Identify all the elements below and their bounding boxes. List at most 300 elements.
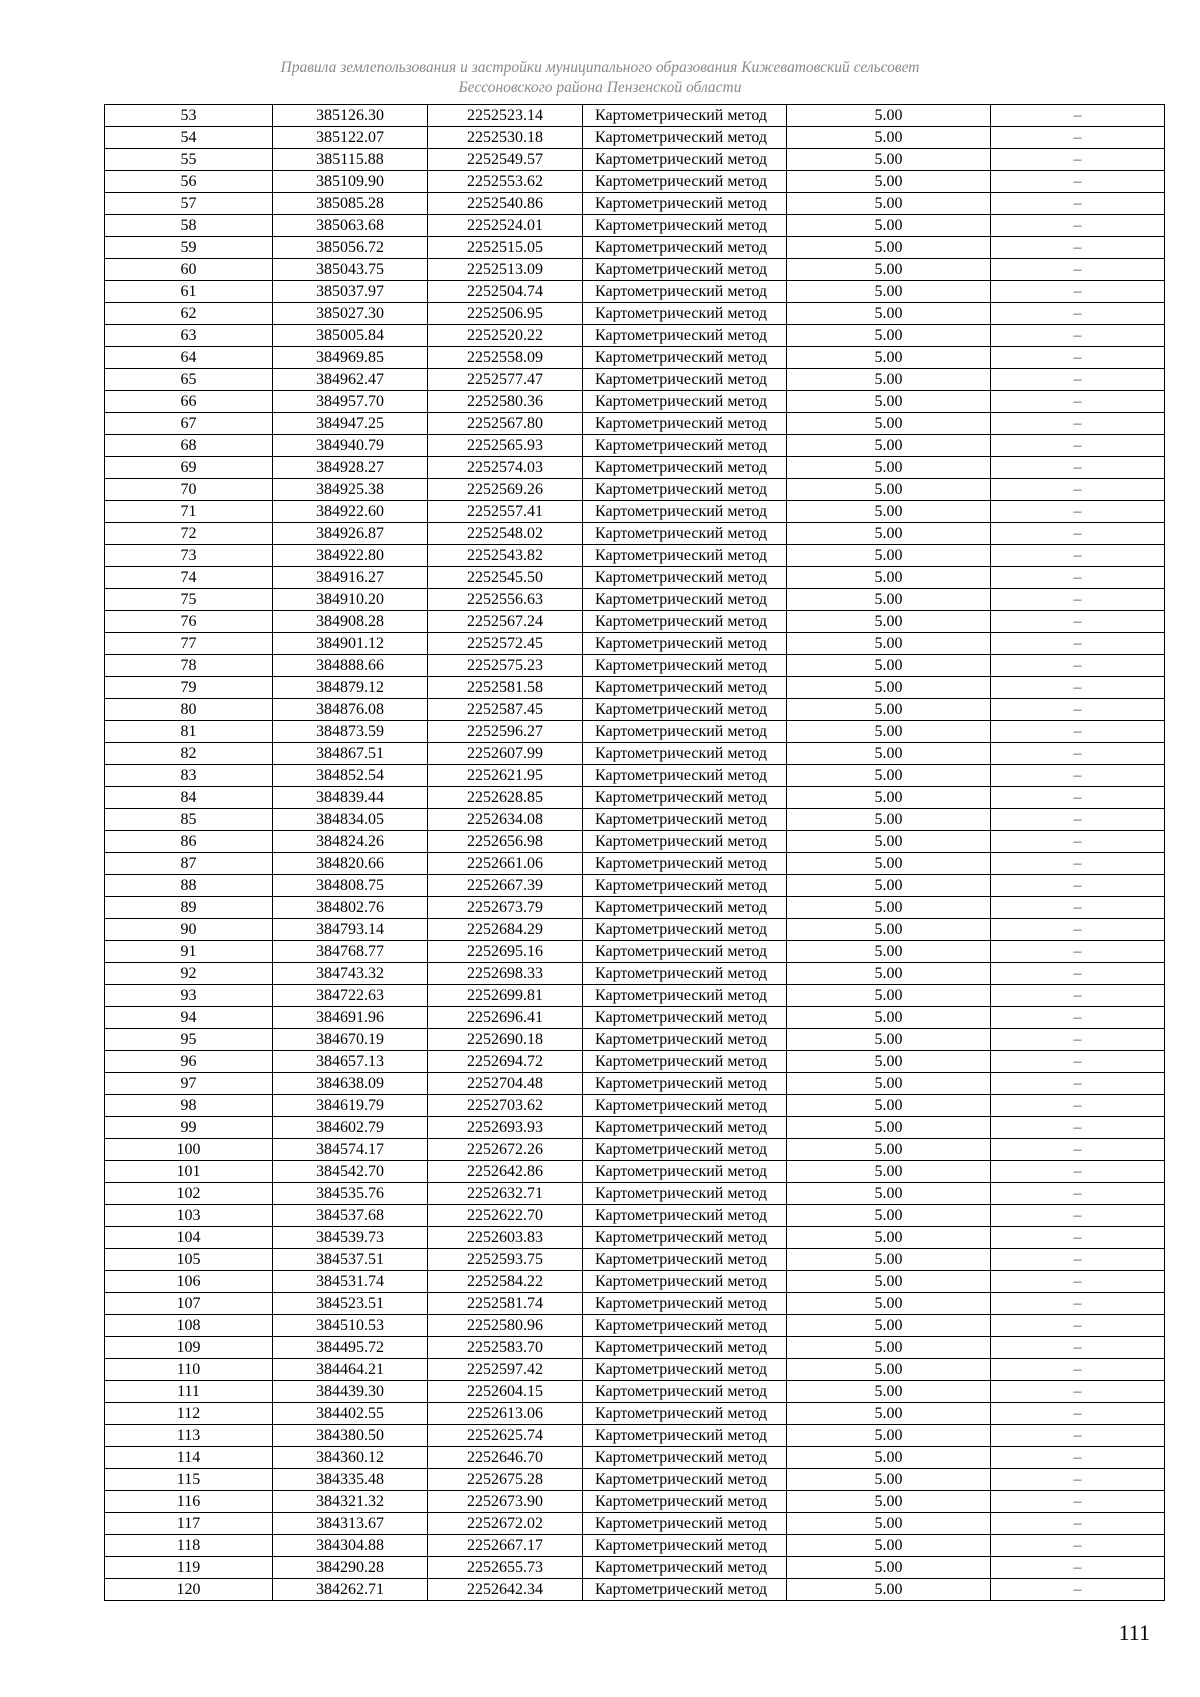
table-row (105, 1359, 1165, 1381)
accuracy-cell: 5.00 (787, 1579, 991, 1601)
method-cell: Картометрический метод (583, 501, 787, 523)
accuracy-cell: 5.00 (787, 721, 991, 743)
y-coordinate-cell: 2252577.47 (428, 369, 583, 391)
accuracy-cell: 5.00 (787, 325, 991, 347)
description-cell: – (991, 303, 1165, 325)
y-coordinate-cell: 2252704.48 (428, 1073, 583, 1095)
point-number-cell: 111 (105, 1381, 273, 1403)
y-coordinate-cell: 2252593.75 (428, 1249, 583, 1271)
accuracy-cell: 5.00 (787, 1337, 991, 1359)
x-coordinate-cell: 384670.19 (273, 1029, 428, 1051)
accuracy-cell: 5.00 (787, 1359, 991, 1381)
method-cell: Картометрический метод (583, 1579, 787, 1601)
y-coordinate-cell: 2252696.41 (428, 1007, 583, 1029)
x-coordinate-cell: 384768.77 (273, 941, 428, 963)
description-cell: – (991, 1095, 1165, 1117)
description-cell: – (991, 1315, 1165, 1337)
description-cell: – (991, 391, 1165, 413)
y-coordinate-cell: 2252580.96 (428, 1315, 583, 1337)
accuracy-cell: 5.00 (787, 589, 991, 611)
point-number-cell: 72 (105, 523, 273, 545)
y-coordinate-cell: 2252673.90 (428, 1491, 583, 1513)
accuracy-cell: 5.00 (787, 567, 991, 589)
description-cell: – (991, 589, 1165, 611)
table-row (105, 1469, 1165, 1491)
x-coordinate-cell: 384820.66 (273, 853, 428, 875)
y-coordinate-cell: 2252693.93 (428, 1117, 583, 1139)
y-coordinate-cell: 2252667.17 (428, 1535, 583, 1557)
description-cell: – (991, 567, 1165, 589)
x-coordinate-cell: 384537.51 (273, 1249, 428, 1271)
point-number-cell: 105 (105, 1249, 273, 1271)
description-cell: – (991, 435, 1165, 457)
x-coordinate-cell: 384873.59 (273, 721, 428, 743)
table-row (105, 215, 1165, 237)
y-coordinate-cell: 2252515.05 (428, 237, 583, 259)
point-number-cell: 58 (105, 215, 273, 237)
description-cell: – (991, 611, 1165, 633)
table-row (105, 523, 1165, 545)
accuracy-cell: 5.00 (787, 1183, 991, 1205)
method-cell: Картометрический метод (583, 1227, 787, 1249)
accuracy-cell: 5.00 (787, 259, 991, 281)
table-row (105, 787, 1165, 809)
x-coordinate-cell: 384922.60 (273, 501, 428, 523)
table-row (105, 1381, 1165, 1403)
y-coordinate-cell: 2252523.14 (428, 105, 583, 127)
table-row (105, 413, 1165, 435)
accuracy-cell: 5.00 (787, 1029, 991, 1051)
table-row (105, 985, 1165, 1007)
x-coordinate-cell: 384510.53 (273, 1315, 428, 1337)
point-number-cell: 68 (105, 435, 273, 457)
table-row (105, 1183, 1165, 1205)
table-row (105, 567, 1165, 589)
point-number-cell: 67 (105, 413, 273, 435)
y-coordinate-cell: 2252675.28 (428, 1469, 583, 1491)
y-coordinate-cell: 2252695.16 (428, 941, 583, 963)
description-cell: – (991, 985, 1165, 1007)
description-cell: – (991, 655, 1165, 677)
table-row (105, 1447, 1165, 1469)
x-coordinate-cell: 384402.55 (273, 1403, 428, 1425)
x-coordinate-cell: 384802.76 (273, 897, 428, 919)
point-number-cell: 102 (105, 1183, 273, 1205)
point-number-cell: 65 (105, 369, 273, 391)
description-cell: – (991, 721, 1165, 743)
table-row (105, 633, 1165, 655)
point-number-cell: 103 (105, 1205, 273, 1227)
method-cell: Картометрический метод (583, 589, 787, 611)
table-row (105, 1161, 1165, 1183)
x-coordinate-cell: 384834.05 (273, 809, 428, 831)
description-cell: – (991, 1051, 1165, 1073)
method-cell: Картометрический метод (583, 281, 787, 303)
table-row (105, 1139, 1165, 1161)
point-number-cell: 76 (105, 611, 273, 633)
description-cell: – (991, 523, 1165, 545)
accuracy-cell: 5.00 (787, 963, 991, 985)
method-cell: Картометрический метод (583, 127, 787, 149)
accuracy-cell: 5.00 (787, 1007, 991, 1029)
x-coordinate-cell: 385085.28 (273, 193, 428, 215)
description-cell: – (991, 545, 1165, 567)
method-cell: Картометрический метод (583, 1447, 787, 1469)
accuracy-cell: 5.00 (787, 369, 991, 391)
point-number-cell: 73 (105, 545, 273, 567)
accuracy-cell: 5.00 (787, 787, 991, 809)
y-coordinate-cell: 2252569.26 (428, 479, 583, 501)
x-coordinate-cell: 384539.73 (273, 1227, 428, 1249)
table-row (105, 391, 1165, 413)
y-coordinate-cell: 2252684.29 (428, 919, 583, 941)
description-cell: – (991, 1029, 1165, 1051)
accuracy-cell: 5.00 (787, 1491, 991, 1513)
table-row (105, 1095, 1165, 1117)
x-coordinate-cell: 384824.26 (273, 831, 428, 853)
point-number-cell: 88 (105, 875, 273, 897)
y-coordinate-cell: 2252553.62 (428, 171, 583, 193)
y-coordinate-cell: 2252545.50 (428, 567, 583, 589)
accuracy-cell: 5.00 (787, 677, 991, 699)
point-number-cell: 59 (105, 237, 273, 259)
y-coordinate-cell: 2252548.02 (428, 523, 583, 545)
x-coordinate-cell: 384574.17 (273, 1139, 428, 1161)
method-cell: Картометрический метод (583, 1513, 787, 1535)
point-number-cell: 99 (105, 1117, 273, 1139)
x-coordinate-cell: 384691.96 (273, 1007, 428, 1029)
x-coordinate-cell: 384793.14 (273, 919, 428, 941)
method-cell: Картометрический метод (583, 1359, 787, 1381)
table-row (105, 347, 1165, 369)
y-coordinate-cell: 2252587.45 (428, 699, 583, 721)
method-cell: Картометрический метод (583, 677, 787, 699)
table-row (105, 1425, 1165, 1447)
point-number-cell: 95 (105, 1029, 273, 1051)
point-number-cell: 84 (105, 787, 273, 809)
x-coordinate-cell: 384535.76 (273, 1183, 428, 1205)
point-number-cell: 56 (105, 171, 273, 193)
x-coordinate-cell: 384290.28 (273, 1557, 428, 1579)
x-coordinate-cell: 384542.70 (273, 1161, 428, 1183)
accuracy-cell: 5.00 (787, 391, 991, 413)
accuracy-cell: 5.00 (787, 1161, 991, 1183)
running-header (0, 58, 1200, 98)
x-coordinate-cell: 384495.72 (273, 1337, 428, 1359)
y-coordinate-cell: 2252667.39 (428, 875, 583, 897)
table-row (105, 1007, 1165, 1029)
y-coordinate-cell: 2252581.58 (428, 677, 583, 699)
description-cell: – (991, 809, 1165, 831)
accuracy-cell: 5.00 (787, 1117, 991, 1139)
y-coordinate-cell: 2252565.93 (428, 435, 583, 457)
point-number-cell: 114 (105, 1447, 273, 1469)
table-row (105, 875, 1165, 897)
point-number-cell: 64 (105, 347, 273, 369)
accuracy-cell: 5.00 (787, 1469, 991, 1491)
table-row (105, 677, 1165, 699)
x-coordinate-cell: 385037.97 (273, 281, 428, 303)
x-coordinate-cell: 385005.84 (273, 325, 428, 347)
point-number-cell: 100 (105, 1139, 273, 1161)
x-coordinate-cell: 384916.27 (273, 567, 428, 589)
x-coordinate-cell: 384321.32 (273, 1491, 428, 1513)
table-row (105, 1337, 1165, 1359)
description-cell: – (991, 1425, 1165, 1447)
y-coordinate-cell: 2252506.95 (428, 303, 583, 325)
description-cell: – (991, 1271, 1165, 1293)
y-coordinate-cell: 2252672.02 (428, 1513, 583, 1535)
method-cell: Картометрический метод (583, 1271, 787, 1293)
accuracy-cell: 5.00 (787, 303, 991, 325)
x-coordinate-cell: 384876.08 (273, 699, 428, 721)
table-row (105, 369, 1165, 391)
method-cell: Картометрический метод (583, 831, 787, 853)
table-row (105, 1513, 1165, 1535)
x-coordinate-cell: 384335.48 (273, 1469, 428, 1491)
x-coordinate-cell: 385122.07 (273, 127, 428, 149)
accuracy-cell: 5.00 (787, 347, 991, 369)
table-row (105, 1117, 1165, 1139)
accuracy-cell: 5.00 (787, 809, 991, 831)
description-cell: – (991, 1205, 1165, 1227)
accuracy-cell: 5.00 (787, 1139, 991, 1161)
table-row (105, 1205, 1165, 1227)
point-number-cell: 71 (105, 501, 273, 523)
description-cell: – (991, 1403, 1165, 1425)
y-coordinate-cell: 2252567.24 (428, 611, 583, 633)
description-cell: – (991, 875, 1165, 897)
table-row (105, 171, 1165, 193)
point-number-cell: 113 (105, 1425, 273, 1447)
x-coordinate-cell: 384262.71 (273, 1579, 428, 1601)
y-coordinate-cell: 2252613.06 (428, 1403, 583, 1425)
x-coordinate-cell: 384969.85 (273, 347, 428, 369)
x-coordinate-cell: 384537.68 (273, 1205, 428, 1227)
description-cell: – (991, 105, 1165, 127)
description-cell: – (991, 897, 1165, 919)
table-row (105, 941, 1165, 963)
y-coordinate-cell: 2252567.80 (428, 413, 583, 435)
table-row (105, 809, 1165, 831)
accuracy-cell: 5.00 (787, 545, 991, 567)
accuracy-cell: 5.00 (787, 523, 991, 545)
method-cell: Картометрический метод (583, 721, 787, 743)
table-row (105, 611, 1165, 633)
table-row (105, 237, 1165, 259)
y-coordinate-cell: 2252540.86 (428, 193, 583, 215)
description-cell: – (991, 171, 1165, 193)
description-cell: – (991, 1579, 1165, 1601)
accuracy-cell: 5.00 (787, 1447, 991, 1469)
method-cell: Картометрический метод (583, 985, 787, 1007)
table-row (105, 1227, 1165, 1249)
table-row (105, 1271, 1165, 1293)
point-number-cell: 81 (105, 721, 273, 743)
method-cell: Картометрический метод (583, 1535, 787, 1557)
accuracy-cell: 5.00 (787, 435, 991, 457)
y-coordinate-cell: 2252672.26 (428, 1139, 583, 1161)
x-coordinate-cell: 384304.88 (273, 1535, 428, 1557)
y-coordinate-cell: 2252621.95 (428, 765, 583, 787)
x-coordinate-cell: 384602.79 (273, 1117, 428, 1139)
description-cell: – (991, 1535, 1165, 1557)
y-coordinate-cell: 2252625.74 (428, 1425, 583, 1447)
accuracy-cell: 5.00 (787, 1557, 991, 1579)
description-cell: – (991, 193, 1165, 215)
point-number-cell: 109 (105, 1337, 273, 1359)
accuracy-cell: 5.00 (787, 1315, 991, 1337)
x-coordinate-cell: 384852.54 (273, 765, 428, 787)
y-coordinate-cell: 2252596.27 (428, 721, 583, 743)
table-row (105, 435, 1165, 457)
point-number-cell: 116 (105, 1491, 273, 1513)
table-row (105, 105, 1165, 127)
method-cell: Картометрический метод (583, 743, 787, 765)
description-cell: – (991, 325, 1165, 347)
description-cell: – (991, 699, 1165, 721)
point-number-cell: 106 (105, 1271, 273, 1293)
method-cell: Картометрический метод (583, 765, 787, 787)
accuracy-cell: 5.00 (787, 1249, 991, 1271)
accuracy-cell: 5.00 (787, 875, 991, 897)
y-coordinate-cell: 2252520.22 (428, 325, 583, 347)
method-cell: Картометрический метод (583, 303, 787, 325)
description-cell: – (991, 1557, 1165, 1579)
y-coordinate-cell: 2252703.62 (428, 1095, 583, 1117)
point-number-cell: 119 (105, 1557, 273, 1579)
point-number-cell: 90 (105, 919, 273, 941)
accuracy-cell: 5.00 (787, 237, 991, 259)
description-cell: – (991, 1139, 1165, 1161)
method-cell: Картометрический метод (583, 479, 787, 501)
point-number-cell: 86 (105, 831, 273, 853)
point-number-cell: 92 (105, 963, 273, 985)
point-number-cell: 63 (105, 325, 273, 347)
x-coordinate-cell: 385109.90 (273, 171, 428, 193)
x-coordinate-cell: 384808.75 (273, 875, 428, 897)
description-cell: – (991, 1227, 1165, 1249)
table-row (105, 1557, 1165, 1579)
table-row (105, 743, 1165, 765)
accuracy-cell: 5.00 (787, 1271, 991, 1293)
method-cell: Картометрический метод (583, 1469, 787, 1491)
description-cell: – (991, 677, 1165, 699)
accuracy-cell: 5.00 (787, 1381, 991, 1403)
page-number: 111 (1118, 1620, 1150, 1645)
point-number-cell: 87 (105, 853, 273, 875)
method-cell: Картометрический метод (583, 1249, 787, 1271)
accuracy-cell: 5.00 (787, 171, 991, 193)
y-coordinate-cell: 2252699.81 (428, 985, 583, 1007)
table-row (105, 457, 1165, 479)
point-number-cell: 79 (105, 677, 273, 699)
method-cell: Картометрический метод (583, 545, 787, 567)
table-row (105, 831, 1165, 853)
point-number-cell: 77 (105, 633, 273, 655)
point-number-cell: 108 (105, 1315, 273, 1337)
method-cell: Картометрический метод (583, 457, 787, 479)
point-number-cell: 53 (105, 105, 273, 127)
description-cell: – (991, 259, 1165, 281)
method-cell: Картометрический метод (583, 523, 787, 545)
table-row (105, 303, 1165, 325)
method-cell: Картометрический метод (583, 655, 787, 677)
x-coordinate-cell: 384839.44 (273, 787, 428, 809)
table-row (105, 1051, 1165, 1073)
point-number-cell: 93 (105, 985, 273, 1007)
description-cell: – (991, 1513, 1165, 1535)
description-cell: – (991, 281, 1165, 303)
y-coordinate-cell: 2252583.70 (428, 1337, 583, 1359)
method-cell: Картометрический метод (583, 1161, 787, 1183)
accuracy-cell: 5.00 (787, 853, 991, 875)
description-cell: – (991, 633, 1165, 655)
y-coordinate-cell: 2252661.06 (428, 853, 583, 875)
point-number-cell: 66 (105, 391, 273, 413)
description-cell: – (991, 1491, 1165, 1513)
description-cell: – (991, 457, 1165, 479)
point-number-cell: 83 (105, 765, 273, 787)
x-coordinate-cell: 384523.51 (273, 1293, 428, 1315)
table-row (105, 699, 1165, 721)
description-cell: – (991, 479, 1165, 501)
accuracy-cell: 5.00 (787, 919, 991, 941)
table-row (105, 963, 1165, 985)
point-number-cell: 61 (105, 281, 273, 303)
method-cell: Картометрический метод (583, 853, 787, 875)
x-coordinate-cell: 385027.30 (273, 303, 428, 325)
y-coordinate-cell: 2252655.73 (428, 1557, 583, 1579)
description-cell: – (991, 501, 1165, 523)
y-coordinate-cell: 2252656.98 (428, 831, 583, 853)
x-coordinate-cell: 384657.13 (273, 1051, 428, 1073)
point-number-cell: 75 (105, 589, 273, 611)
accuracy-cell: 5.00 (787, 193, 991, 215)
description-cell: – (991, 1117, 1165, 1139)
description-cell: – (991, 831, 1165, 853)
table-row (105, 919, 1165, 941)
x-coordinate-cell: 384925.38 (273, 479, 428, 501)
accuracy-cell: 5.00 (787, 941, 991, 963)
x-coordinate-cell: 384908.28 (273, 611, 428, 633)
method-cell: Картометрический метод (583, 435, 787, 457)
table-row (105, 1073, 1165, 1095)
x-coordinate-cell: 384439.30 (273, 1381, 428, 1403)
method-cell: Картометрический метод (583, 1183, 787, 1205)
description-cell: – (991, 215, 1165, 237)
x-coordinate-cell: 384901.12 (273, 633, 428, 655)
table-row (105, 655, 1165, 677)
point-number-cell: 80 (105, 699, 273, 721)
accuracy-cell: 5.00 (787, 611, 991, 633)
x-coordinate-cell: 384743.32 (273, 963, 428, 985)
table-row (105, 479, 1165, 501)
x-coordinate-cell: 384638.09 (273, 1073, 428, 1095)
table-row (105, 259, 1165, 281)
method-cell: Картометрический метод (583, 699, 787, 721)
y-coordinate-cell: 2252607.99 (428, 743, 583, 765)
description-cell: – (991, 413, 1165, 435)
y-coordinate-cell: 2252513.09 (428, 259, 583, 281)
description-cell: – (991, 941, 1165, 963)
method-cell: Картометрический метод (583, 215, 787, 237)
method-cell: Картометрический метод (583, 325, 787, 347)
table-row (105, 1403, 1165, 1425)
point-number-cell: 78 (105, 655, 273, 677)
table-row (105, 765, 1165, 787)
method-cell: Картометрический метод (583, 193, 787, 215)
